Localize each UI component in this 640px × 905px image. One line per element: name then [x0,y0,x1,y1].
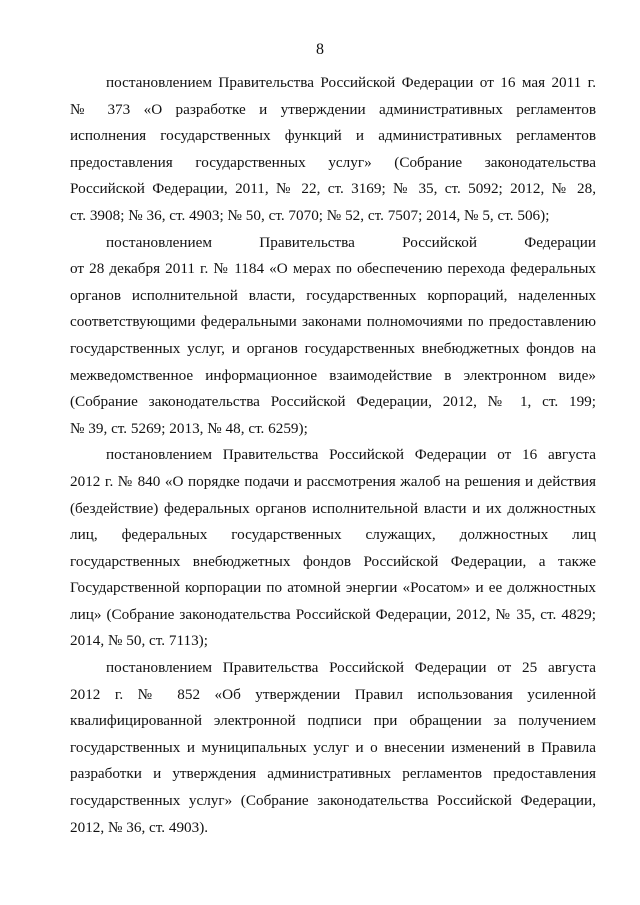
paragraph-line: № 373 «О разработке и утверждении административных регламентов [70,100,596,118]
paragraph-line: Государственной корпорации по атомной энергии «Росатом» и ее должностных [70,579,596,597]
paragraph-line: лиц, федеральных государственных служащих, должностных лиц [70,526,596,544]
paragraph-line: государственных и муниципальных услуг и о внесении изменений в Правила [70,738,596,756]
paragraph-line: квалифицированной электронной подписи при обращении за получением [70,712,596,730]
paragraph-line: постановлением Правительства Российской Федерации от 25 августа [106,659,596,677]
paragraph-line: ст. 3908; № 36, ст. 4903; № 50, ст. 7070; № 52, ст. 7507; 2014, № 5, ст. 506); [70,206,550,224]
paragraph-line: (Собрание законодательства Российской Федерации, 2012, № 1, ст. 199; [70,393,596,411]
paragraph-line: межведомственное информационное взаимодействие в электронном виде» [70,366,596,384]
paragraph-line: государственных услуг» (Собрание законодательства Российской Федерации, [70,792,596,810]
paragraph-line: исполнения государственных функций и административных регламентов [70,127,596,145]
paragraph-line: от 28 декабря 2011 г. № 1184 «О мерах по обеспечению перехода федеральных [70,260,596,278]
paragraph-resolution-840 [70,442,596,655]
paragraph-line: государственных услуг, и органов государственных внебюджетных фондов на [70,339,596,357]
paragraph-line: соответствующими федеральными законами полномочиями по предоставлению [70,313,596,331]
paragraph-line: государственных внебюджетных фондов Российской Федерации, а также [70,552,596,570]
paragraph-line: постановлением Правительства Российской Федерации от 16 мая 2011 г. [106,74,596,91]
paragraph-line: постановлением Правительства Российской Федерации от 16 августа [106,446,596,464]
paragraph-line: разработки и утверждения административных регламентов предоставления [70,765,596,783]
paragraph-line: № 39, ст. 5269; 2013, № 48, ст. 6259); [70,419,308,437]
body-text [70,70,596,841]
paragraph-line: органов исполнительной власти, государственных корпораций, наделенных [70,286,596,304]
paragraph-line: 2012 г. № 852 «Об утверждении Правил использования усиленной [70,685,596,703]
paragraph-resolution-852 [70,655,596,841]
paragraph-line: лиц» (Собрание законодательства Российской Федерации, 2012, № 35, ст. 4829; [70,605,596,623]
paragraph-line: (бездействие) федеральных органов исполнительной власти и их должностных [70,499,596,517]
page-number: 8 [316,41,324,58]
paragraph-line: 2014, № 50, ст. 7113); [70,632,208,650]
paragraph-line: предоставления государственных услуг» (Собрание законодательства [70,153,596,171]
paragraph-line: 2012 г. № 840 «О порядке подачи и рассмотрения жалоб на решения и действия [70,472,596,490]
paragraph-line: постановлением Правительства Российской Федерации [106,233,596,251]
paragraph-line: 2012, № 36, ст. 4903). [70,818,209,836]
paragraph-resolution-373 [70,70,596,230]
paragraph-resolution-1184 [70,230,596,443]
paragraph-line: Российской Федерации, 2011, № 22, ст. 3169; № 35, ст. 5092; 2012, № 28, [70,180,596,198]
